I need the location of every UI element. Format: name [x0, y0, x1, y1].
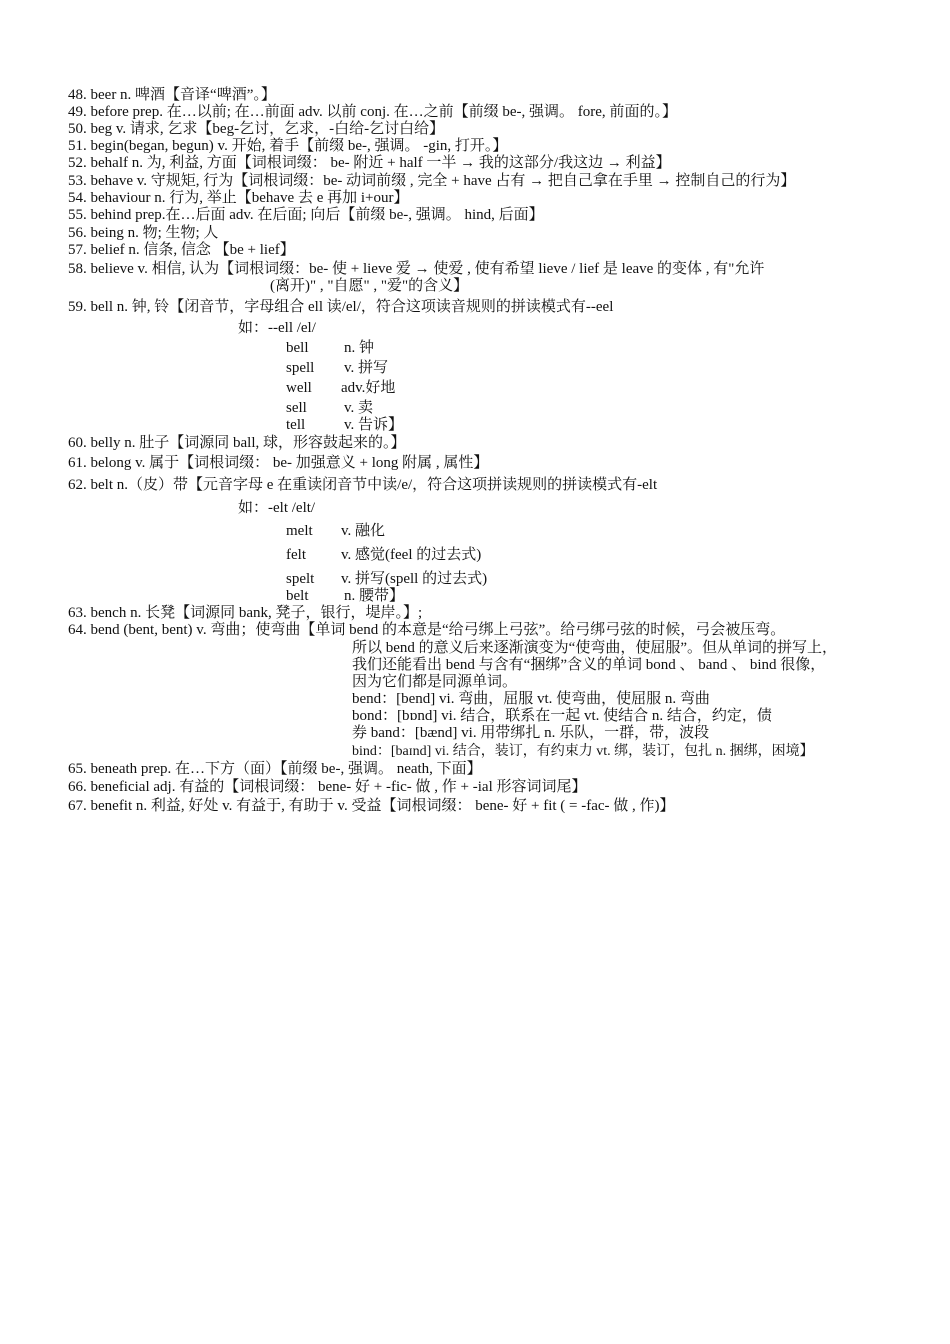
- entry-51: 51. begin(began, begun) v. 开始, 着手【前缀 be-, 强调。 -gin, 打开。】: [68, 138, 508, 154]
- example-meaning: v. 卖: [344, 400, 374, 416]
- example-word: sell: [286, 400, 307, 416]
- entry-61: 61. belong v. 属于【词根词缀： be- 加强意义 + long 附属 , 属性】: [68, 455, 489, 471]
- entry-66: 66. beneficial adj. 有益的【词根词缀： bene- 好 + -fic- 做 , 作 + -ial 形容词词尾】: [68, 779, 587, 795]
- entry-52: 52. behalf n. 为, 利益, 方面【词根词缀： be- 附近 + half 一半 → 我的这部分/我这边 → 利益】: [68, 155, 671, 171]
- entry-58: 58. believe v. 相信, 认为【词根词缀：be- 使 + lieve 爱 → 使爱 , 使有希望 lieve / lief 是 leave 的变体 , 有"允许: [68, 261, 765, 277]
- belt-examples-intro: 如：-elt /elt/: [238, 500, 316, 516]
- bell-examples-intro: 如：--ell /el/: [238, 320, 316, 336]
- example-meaning: v. 告诉】: [344, 417, 404, 433]
- entry-64-continued: 所以 bend 的意义后来逐渐演变为“使弯曲，使屈服”。但从单词的拼写上，: [352, 640, 837, 656]
- bell-example-row: [286, 417, 403, 434]
- entry-58-continued: (离开)" , "自愿" , "爱"的含义】: [270, 278, 469, 294]
- example-meaning: n. 钟: [344, 340, 375, 356]
- entry-64-continued: bend：[bend] vi. 弯曲，屈服 vt. 使弯曲，使屈服 n. 弯曲: [352, 691, 710, 707]
- entry-62: 62. belt n.（皮）带【元音字母 e 在重读闭音节中读/e/，符合这项拼读规则的拼读模式有-elt: [68, 477, 658, 493]
- entry-55: 55. behind prep.在…后面 adv. 在后面; 向后【前缀 be-, 强调。 hind, 后面】: [68, 207, 544, 223]
- example-meaning: v. 感觉(feel 的过去式): [341, 547, 482, 563]
- example-meaning: v. 拼写: [344, 360, 389, 376]
- entry-64: 64. bend (bent, bent) v. 弯曲；使弯曲【单词 bend 的本意是“给弓绑上弓弦”。给弓绑弓弦的时候，弓会被压弯。: [68, 622, 786, 638]
- entry-54: 54. behaviour n. 行为, 举止【behave 去 e 再加 i+our】: [68, 190, 409, 206]
- example-word: well: [286, 380, 312, 396]
- entry-64-continued: 我们还能看出 bend 与含有“捆绑”含义的单词 bond 、 band 、 bind 很像，: [352, 657, 826, 673]
- entry-64-continued: 券 band：[bænd] vi. 用带绑扎 n. 乐队，一群，带，波段: [352, 725, 710, 741]
- example-word: spell: [286, 360, 315, 376]
- entry-59: 59. bell n. 钟, 铃【闭音节，字母组合 ell 读/el/，符合这项读音规则的拼读模式有--eel: [68, 299, 614, 315]
- example-word: spelt: [286, 571, 315, 587]
- entry-64-continued: bond：[bɒnd] vi. 结合，联系在一起 vt. 使结合 n. 结合，约定，债: [352, 708, 772, 724]
- example-word: melt: [286, 523, 313, 539]
- bell-example-row: [286, 380, 395, 397]
- belt-example-row: [286, 523, 385, 540]
- entry-50: 50. beg v. 请求, 乞求【beg-乞讨，乞求，-白给-乞讨白给】: [68, 121, 445, 137]
- entry-64-continued: 因为它们都是同源单词。: [352, 674, 518, 690]
- example-word: tell: [286, 417, 306, 433]
- entry-63: 63. bench n. 长凳【词源同 bank, 凳子，银行，堤岸。】;: [68, 605, 423, 621]
- entry-56: 56. being n. 物; 生物; 人: [68, 225, 219, 241]
- belt-example-row: [286, 547, 481, 564]
- bell-example-row: [286, 400, 373, 417]
- entry-49: 49. before prep. 在…以前; 在…前面 adv. 以前 conj. 在…之前【前缀 be-, 强调。 fore, 前面的。】: [68, 104, 677, 120]
- example-meaning: v. 拼写(spell 的过去式): [341, 571, 488, 587]
- example-meaning: adv.好地: [341, 380, 396, 396]
- example-meaning: n. 腰带】: [344, 588, 405, 604]
- belt-example-row: [286, 588, 404, 605]
- entry-67: 67. benefit n. 利益, 好处 v. 有益于, 有助于 v. 受益【词根词缀： bene- 好 + fit ( = -fac- 做 , 作)】: [68, 798, 675, 814]
- entry-65: 65. beneath prep. 在…下方（面）【前缀 be-, 强调。 neath, 下面】: [68, 761, 482, 777]
- example-meaning: v. 融化: [341, 523, 386, 539]
- entry-64-continued: bind：[baɪnd] vi. 结合，装订，有约束力 vt. 绑，装订，包扎 n. 捆绑，困境】: [352, 744, 814, 759]
- belt-example-row: [286, 571, 487, 588]
- example-word: felt: [286, 547, 306, 563]
- bell-example-row: [286, 340, 374, 357]
- entry-53: 53. behave v. 守规矩, 行为【词根词缀：be- 动词前缀 , 完全 + have 占有 → 把自己拿在手里 → 控制自己的行为】: [68, 173, 796, 189]
- example-word: belt: [286, 588, 309, 604]
- example-word: bell: [286, 340, 309, 356]
- bell-example-row: [286, 360, 388, 377]
- entry-60: 60. belly n. 肚子【词源同 ball, 球，形容鼓起来的。】: [68, 435, 406, 451]
- entry-57: 57. belief n. 信条, 信念 【be + lief】: [68, 242, 295, 258]
- entry-48: 48. beer n. 啤酒【音译“啤酒”。】: [68, 87, 276, 103]
